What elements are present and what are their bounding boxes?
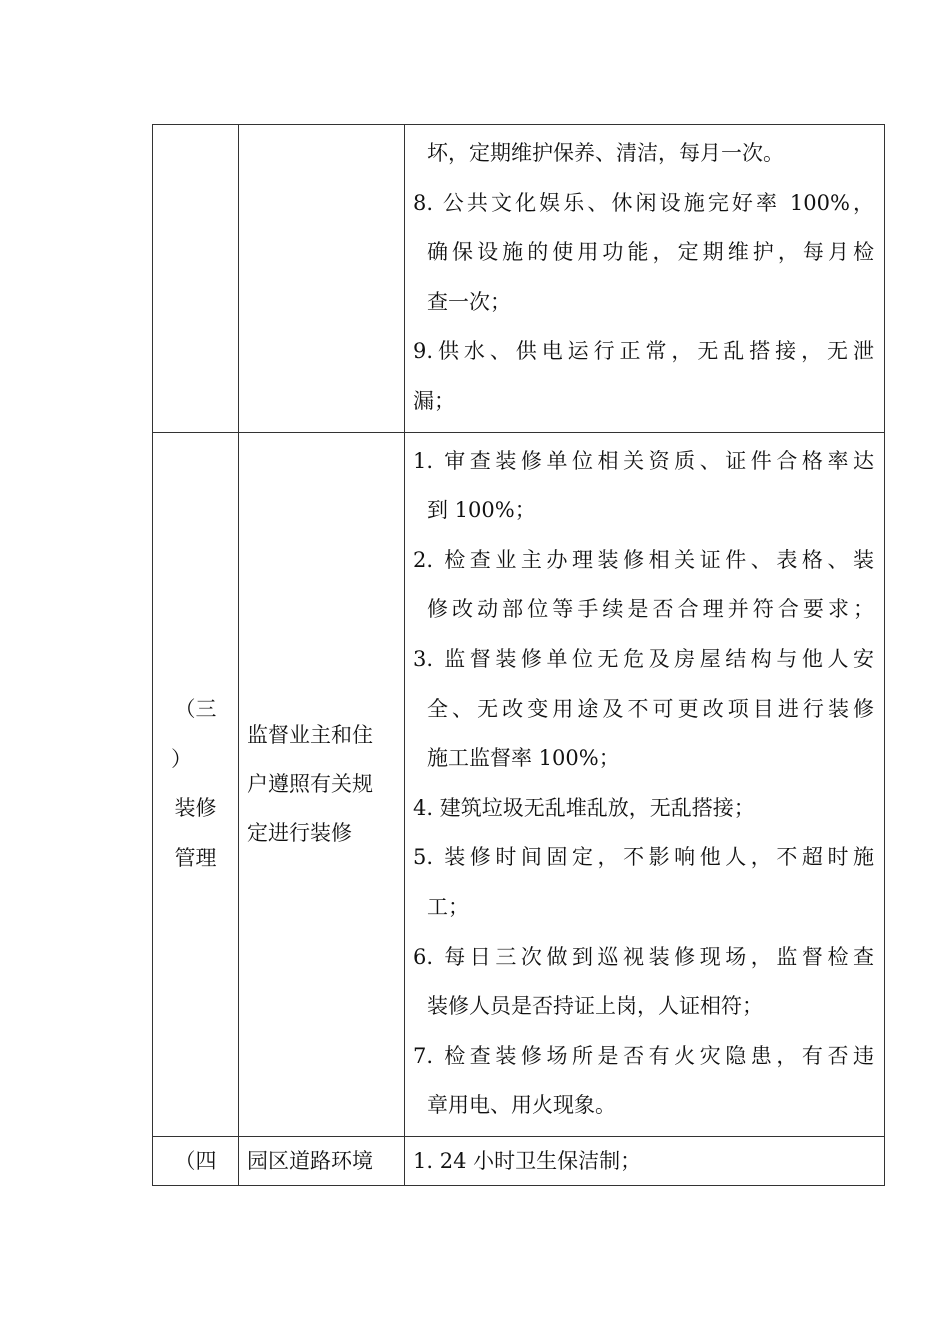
standard-line: 2. 检查业主办理装修相关证件、表格、装 (413, 547, 874, 572)
standard-line: 漏； (413, 388, 455, 413)
description-line: 监督业主和住 (247, 722, 373, 747)
description-cell (239, 125, 405, 433)
standard-line: 7. 检查装修场所是否有火灾隐患，有否违 (413, 1043, 874, 1068)
standard-line: 确保设施的使用功能，定期维护，每月检 (427, 240, 874, 265)
standard-line: 到 100%； (427, 498, 536, 523)
standard-line: 修改动部位等手续是否合理并符合要求； (427, 597, 874, 622)
standard-line: 查一次； (427, 289, 511, 314)
standard-line: 工； (427, 894, 469, 919)
standard-cell (405, 125, 885, 433)
standard-line: 章用电、用火现象。 (427, 1093, 616, 1118)
category-cell (153, 125, 239, 433)
standards-table (152, 124, 885, 1186)
description-cell (239, 432, 405, 1136)
table-row (153, 125, 885, 433)
description-label: 园区道路环境 (247, 1148, 373, 1173)
description-line: 户遵照有关规 (247, 771, 373, 796)
standard-line: 装修人员是否持证上岗，人证相符； (427, 994, 763, 1019)
category-line: 管理 (174, 845, 217, 870)
standard-line: 施工监督率 100%； (427, 746, 620, 771)
standard-line: 5. 装修时间固定，不影响他人，不超时施 (413, 845, 874, 870)
standard-line: 全、无改变用途及不可更改项目进行装修 (427, 696, 874, 721)
table-row (153, 1136, 885, 1185)
standard-cell (405, 1136, 885, 1185)
standard-line: 8. 公共文化娱乐、休闲设施完好率 100%， (413, 190, 874, 215)
category-cell (153, 1136, 239, 1185)
category-line: ） (171, 746, 192, 771)
table-row (153, 432, 885, 1136)
standard-line: 9.供水、供电运行正常，无乱搭接，无泄 (413, 339, 874, 364)
description-cell (239, 1136, 405, 1185)
category-label: （四 (174, 1148, 217, 1173)
standard-line: 1. 24 小时卫生保洁制； (413, 1148, 642, 1173)
description-line: 定进行装修 (247, 820, 352, 845)
category-line: （三 (174, 697, 217, 722)
category-cell (153, 432, 239, 1136)
standard-line: 坏，定期维护保养、清洁，每月一次。 (427, 141, 784, 165)
standard-line: 4. 建筑垃圾无乱堆乱放，无乱搭接； (413, 795, 755, 820)
standard-line: 1. 审查装修单位相关资质、证件合格率达 (413, 448, 874, 473)
category-line: 装修 (174, 796, 217, 821)
standard-line: 3. 监督装修单位无危及房屋结构与他人安 (413, 646, 874, 671)
standard-line: 6. 每日三次做到巡视装修现场，监督检查 (413, 944, 874, 969)
standard-cell (405, 432, 885, 1136)
